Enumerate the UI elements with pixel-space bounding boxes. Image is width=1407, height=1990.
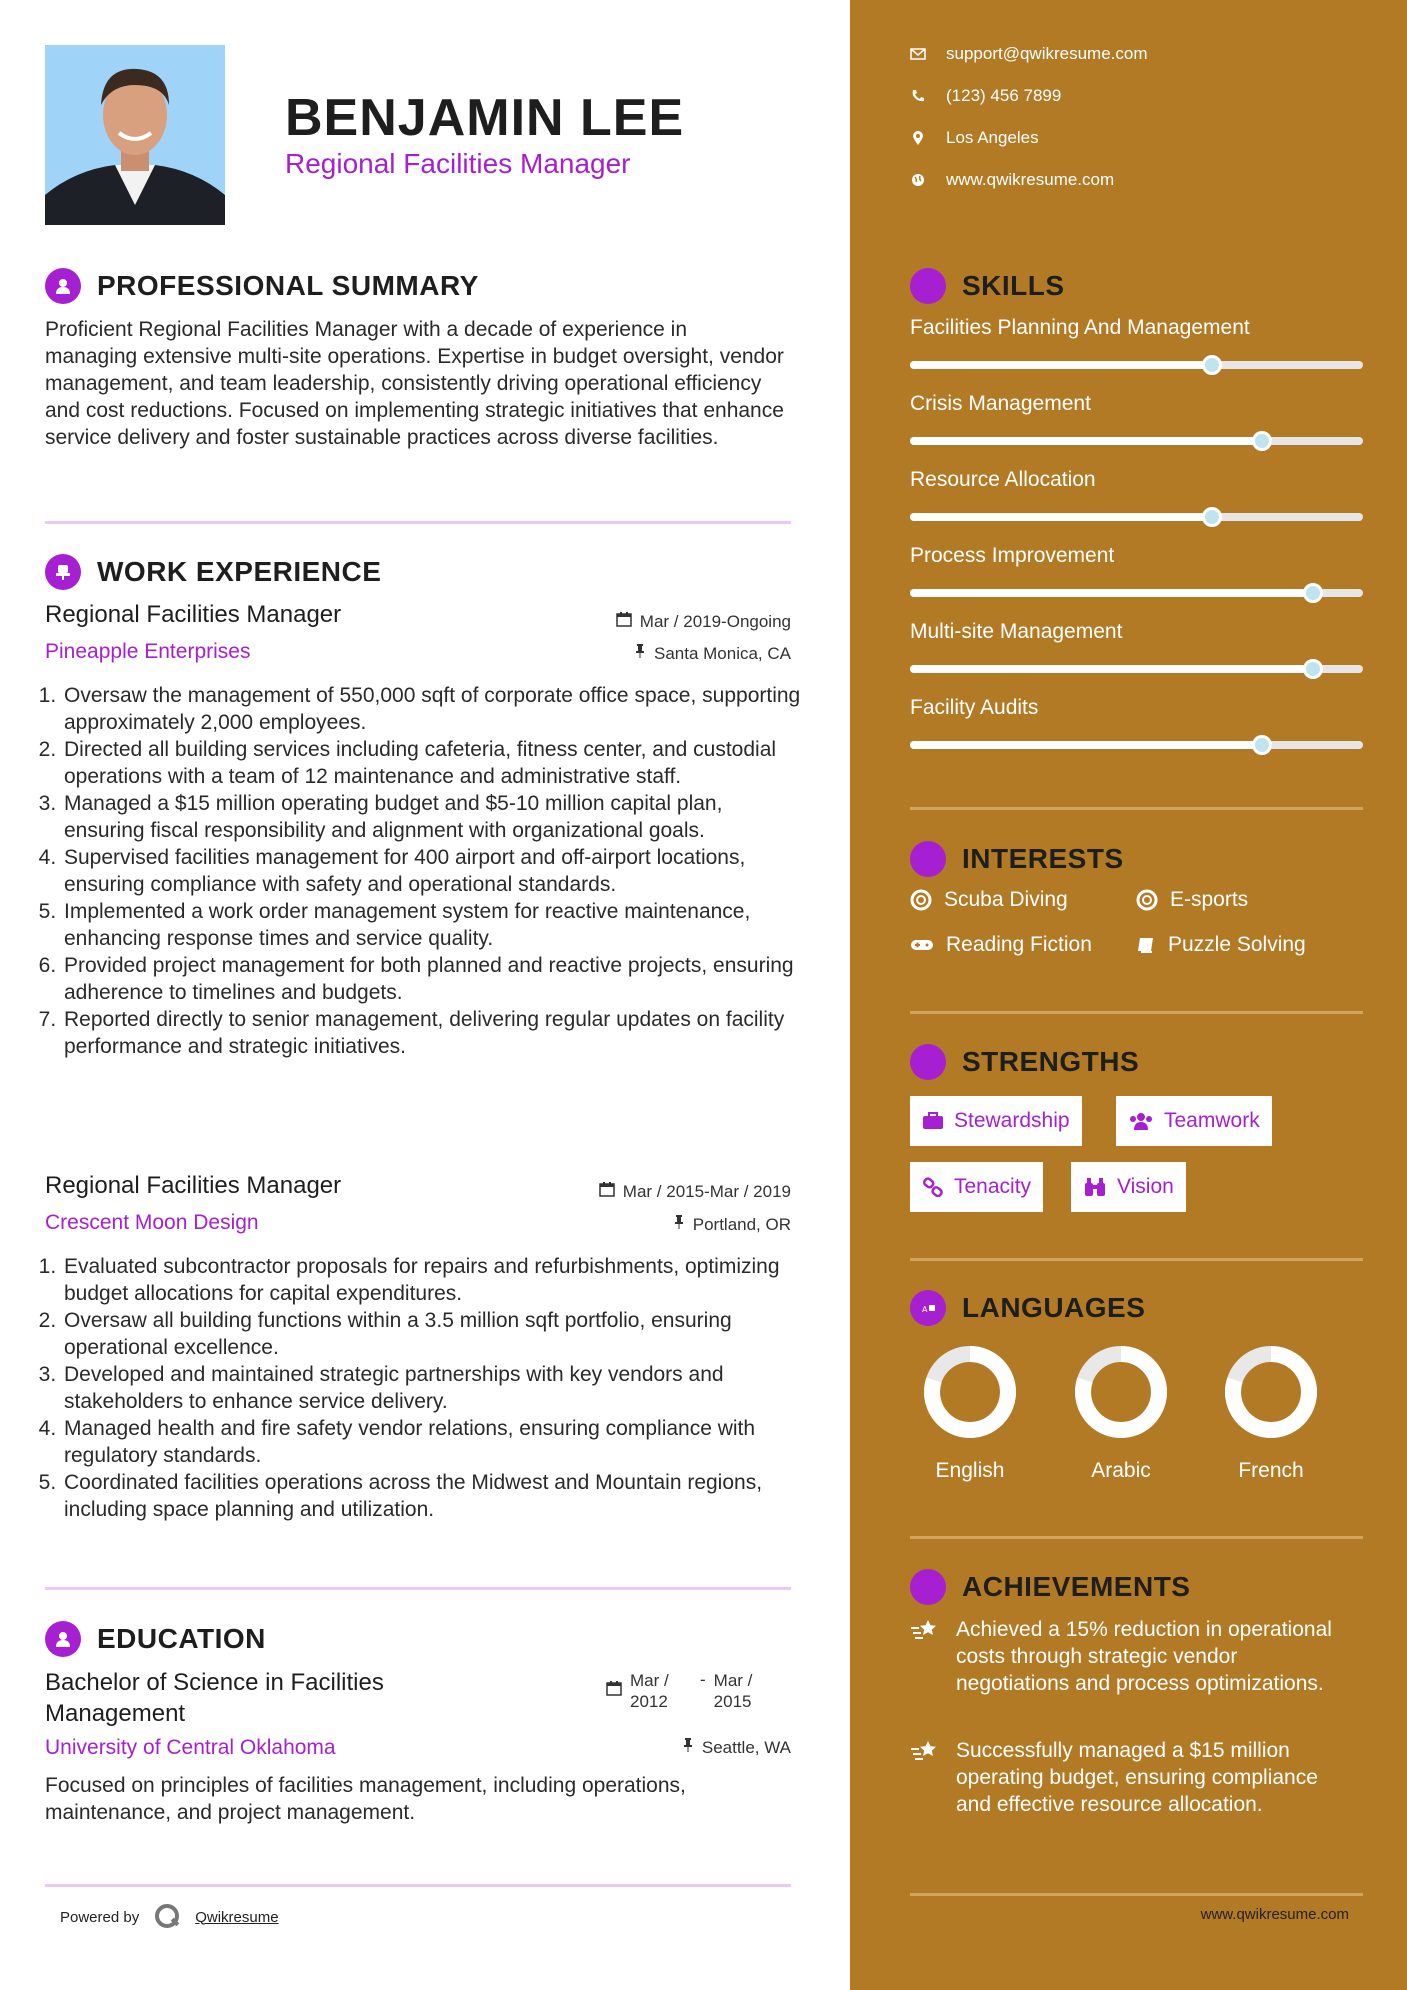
skill-label: Multi-site Management (910, 620, 1123, 643)
strength-label: Tenacity (954, 1175, 1032, 1198)
strength-label: Vision (1117, 1175, 1174, 1198)
language-item (1216, 1342, 1326, 1483)
binoculars-icon (1083, 1177, 1107, 1197)
skill-bar (910, 665, 1363, 673)
pin-icon (634, 643, 646, 664)
summary-heading (45, 268, 479, 304)
powered-by-label: Powered by (60, 1908, 140, 1926)
interest-label: Scuba Diving (944, 888, 1068, 911)
education-date: Mar / 2012 - Mar / 2015 (606, 1670, 764, 1712)
skill-bar (910, 513, 1363, 521)
skill-label: Crisis Management (910, 392, 1091, 415)
website-text: www.qwikresume.com (946, 170, 1115, 189)
job-responsibilities (42, 682, 802, 1060)
skills-title: SKILLS (962, 270, 1065, 301)
skill-bar (910, 361, 1363, 369)
job-title: Regional Facilities Manager (45, 601, 342, 628)
svg-text:A: A (922, 1305, 928, 1314)
language-label: English (935, 1459, 1005, 1482)
skill-bar-fill (910, 741, 1262, 749)
experience-title: WORK EXPERIENCE (97, 556, 382, 587)
envelope-icon (910, 48, 926, 60)
strengths-title: STRENGTHS (962, 1046, 1140, 1077)
skill-bar (910, 741, 1363, 749)
job-location-text: Santa Monica, CA (653, 643, 791, 663)
education-title: EDUCATION (97, 1623, 266, 1654)
education-date-end: Mar / 2015 (713, 1671, 753, 1711)
strength-chip (1116, 1096, 1272, 1146)
divider (45, 1587, 791, 1590)
divider (910, 1536, 1363, 1539)
footer-powered (60, 1902, 279, 1932)
school-name: University of Central Oklahoma (45, 1736, 336, 1759)
language-ring (920, 1342, 1020, 1442)
job-date (599, 1181, 791, 1202)
summary-title: PROFESSIONAL SUMMARY (97, 270, 479, 301)
fist-icon (910, 1044, 946, 1080)
list-item: 6. Provided project management for both planned and reactive projects, ensuring adherence to timelines and budgets. (62, 952, 802, 1006)
strengths-heading (910, 1044, 1139, 1080)
education-location-text: Seattle, WA (701, 1737, 791, 1757)
skill-bar-fill (910, 361, 1212, 369)
achievements-heading (910, 1569, 1190, 1605)
divider (910, 1258, 1363, 1261)
education-heading (45, 1621, 266, 1657)
list-item: 1. Evaluated subcontractor proposals for repairs and refurbishments, optimizing budget allocations for capital expenditures. (62, 1253, 802, 1307)
achievement-text: Achieved a 15% reduction in operational costs through strategic vendor negotiations and process optimizations. (956, 1618, 1332, 1695)
language-item (915, 1342, 1025, 1483)
experience-heading (45, 554, 381, 590)
contact-website[interactable] (910, 170, 1114, 190)
user-icon (45, 268, 81, 304)
language-ring (1221, 1342, 1321, 1442)
interest-label: Reading Fiction (946, 933, 1092, 956)
skills-heading (910, 268, 1065, 304)
shooting-star-icon (910, 1616, 956, 1697)
interests-heading (910, 841, 1124, 877)
briefcase-chair-icon (45, 554, 81, 590)
globe-icon (910, 173, 926, 187)
achievements-title: ACHIEVEMENTS (962, 1571, 1191, 1602)
list-item: 1. Oversaw the management of 550,000 sqft of corporate office space, supporting approximately 2,000 employees. (62, 682, 802, 736)
achievement-item (910, 1616, 1350, 1697)
interest-label: Puzzle Solving (1168, 933, 1306, 956)
skill-label: Facility Audits (910, 696, 1039, 719)
strength-label: Stewardship (954, 1109, 1070, 1132)
calendar-icon (606, 1680, 622, 1701)
candidate-role: Regional Facilities Manager (285, 148, 631, 179)
company-name: Pineapple Enterprises (45, 640, 251, 663)
users-icon (1128, 1112, 1154, 1130)
list-item: 5. Coordinated facilities operations across the Midwest and Mountain regions, including space planning and utilization. (62, 1469, 802, 1523)
phone-icon (910, 89, 926, 103)
life-ring-icon (910, 889, 932, 911)
strength-chip (910, 1162, 1043, 1212)
strength-label: Teamwork (1164, 1109, 1260, 1132)
list-item: 4. Managed health and fire safety vendor relations, ensuring compliance with regulatory standards. (62, 1415, 802, 1469)
summary-text: Proficient Regional Facilities Manager with a decade of experience in managing extensive multi-site operations. Expertise in budget oversight, vendor management, and team leadership, consistently driving operational efficiency and cost reductions. Focused on implementing strategic initiatives that enhance service delivery and foster sustainable practices across diverse facilities. (45, 318, 784, 449)
star-badge-icon (910, 1569, 946, 1605)
job-responsibilities (42, 1253, 802, 1523)
contact-email[interactable] (910, 44, 1148, 64)
job-location (673, 1214, 791, 1235)
education-location (682, 1737, 791, 1758)
skill-bar-knob (1202, 355, 1222, 375)
profile-photo (45, 45, 225, 225)
list-item: 3. Managed a $15 million operating budget and $5-10 million capital plan, ensuring fiscal responsibility and alignment with organizational goals. (62, 790, 802, 844)
footer-website[interactable]: www.qwikresume.com (1200, 1906, 1349, 1923)
interest-label: E-sports (1170, 888, 1249, 911)
qwikresume-link[interactable]: Qwikresume (195, 1908, 279, 1926)
book-icon (1136, 935, 1156, 955)
email-text: support@qwikresume.com (946, 44, 1148, 63)
contact-location (910, 128, 1039, 148)
achievement-item (910, 1737, 1350, 1818)
translate-icon (910, 1290, 946, 1326)
life-ring-icon (1136, 889, 1158, 911)
interest-item (910, 888, 1068, 912)
calendar-icon (616, 611, 632, 632)
paper-plane-icon (910, 841, 946, 877)
degree-title: Bachelor of Science in Facilities Management (45, 1669, 384, 1727)
interest-item (910, 933, 1092, 957)
job-date-text: Mar / 2019-Ongoing (639, 611, 791, 631)
job-location (634, 643, 791, 664)
skill-bar (910, 589, 1363, 597)
gamepad-icon (910, 937, 934, 953)
language-ring (1071, 1342, 1171, 1442)
strength-chip (910, 1096, 1082, 1146)
education-date-start: Mar / 2012 (630, 1671, 669, 1711)
skill-bar-knob (1202, 507, 1222, 527)
divider (910, 1011, 1363, 1014)
divider (45, 521, 791, 524)
candidate-name: BENJAMIN LEE (285, 89, 685, 147)
lightbulb-icon (910, 268, 946, 304)
shooting-star-icon (910, 1737, 956, 1818)
divider (45, 1884, 791, 1887)
skill-label: Facilities Planning And Management (910, 316, 1250, 339)
interest-item (1136, 888, 1248, 912)
skill-bar (910, 437, 1363, 445)
briefcase-icon (922, 1112, 944, 1130)
list-item: 4. Supervised facilities management for 400 airport and off-airport locations, ensuring compliance with safety and operational standards. (62, 844, 802, 898)
job-location-text: Portland, OR (692, 1214, 791, 1234)
list-item: 3. Developed and maintained strategic partnerships with key vendors and stakeholders to enhance service delivery. (62, 1361, 802, 1415)
list-item: 7. Reported directly to senior management, delivering regular updates on facility performance and strategic initiatives. (62, 1006, 802, 1060)
divider (910, 1893, 1363, 1896)
languages-title: LANGUAGES (962, 1292, 1146, 1323)
graduate-icon (45, 1621, 81, 1657)
qwikresume-logo-icon (153, 1902, 183, 1932)
calendar-icon (599, 1181, 615, 1202)
pin-icon (682, 1737, 694, 1758)
language-label: French (1238, 1459, 1304, 1482)
education-text: Focused on principles of facilities management, including operations, maintenance, and project management. (45, 1774, 686, 1824)
list-item: 5. Implemented a work order management system for reactive maintenance, enhancing response times and service quality. (62, 898, 802, 952)
divider (910, 807, 1363, 810)
pin-icon (673, 1214, 685, 1235)
skill-label: Resource Allocation (910, 468, 1096, 491)
skill-bar-knob (1303, 659, 1323, 679)
language-label: Arabic (1091, 1459, 1151, 1482)
phone-text: (123) 456 7899 (946, 86, 1062, 105)
interest-item (1136, 933, 1306, 957)
skill-bar-knob (1303, 583, 1323, 603)
strength-chip (1071, 1162, 1186, 1212)
skill-bar-fill (910, 513, 1212, 521)
skill-bar-fill (910, 589, 1313, 597)
skill-bar-fill (910, 665, 1313, 673)
languages-heading (910, 1290, 1145, 1326)
skill-label: Process Improvement (910, 544, 1115, 567)
contact-phone[interactable] (910, 86, 1061, 106)
job-title: Regional Facilities Manager (45, 1172, 342, 1199)
list-item: 2. Directed all building services including cafeteria, fitness center, and custodial operations with a team of 12 maintenance and administrative staff. (62, 736, 802, 790)
company-name: Crescent Moon Design (45, 1211, 259, 1234)
link-icon (922, 1177, 944, 1197)
map-marker-icon (910, 130, 926, 146)
interests-title: INTERESTS (962, 843, 1124, 874)
job-date-text: Mar / 2015-Mar / 2019 (622, 1181, 791, 1201)
job-date (616, 611, 791, 632)
achievement-text: Successfully managed a $15 million operating budget, ensuring compliance and effective resource allocation. (956, 1739, 1318, 1816)
language-item (1066, 1342, 1176, 1483)
location-text: Los Angeles (946, 128, 1039, 147)
skill-bar-fill (910, 437, 1262, 445)
list-item: 2. Oversaw all building functions within a 3.5 million sqft portfolio, ensuring operational excellence. (62, 1307, 802, 1361)
